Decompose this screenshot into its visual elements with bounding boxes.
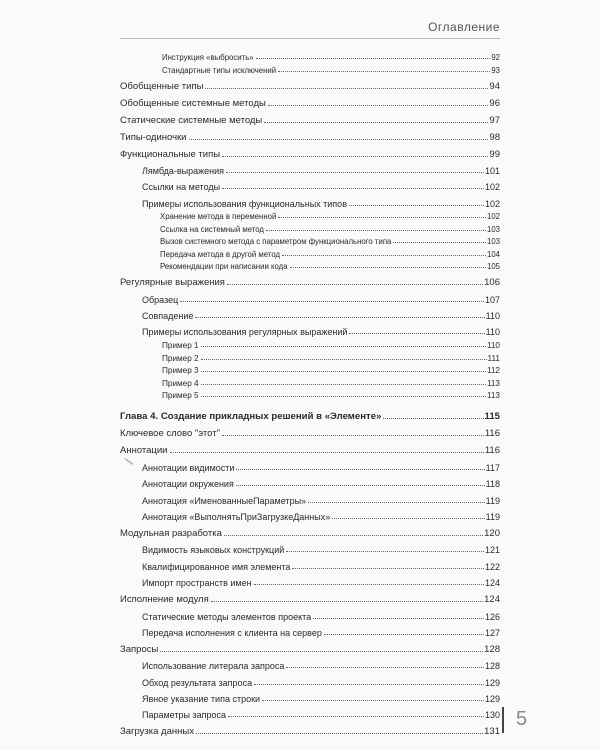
toc-entry bbox=[120, 555, 500, 571]
toc-entry bbox=[120, 363, 500, 376]
toc-entry-title: Статические системные методы bbox=[120, 114, 263, 126]
dot-leader bbox=[324, 634, 484, 635]
toc-entry-page: 129 bbox=[484, 694, 500, 705]
toc-entry-page: 103 bbox=[486, 224, 500, 234]
toc-entry-page: 124 bbox=[484, 594, 500, 606]
toc-entry bbox=[120, 572, 500, 588]
dot-leader bbox=[254, 584, 484, 585]
toc-entry-title: Пример 1 bbox=[162, 341, 199, 351]
toc-entry-title: Обход результата запроса bbox=[142, 677, 253, 688]
dot-leader bbox=[268, 105, 489, 106]
toc-entry-page: 122 bbox=[484, 561, 500, 572]
toc-entry-title: Статические методы элементов проекта bbox=[142, 611, 312, 622]
dot-leader bbox=[290, 267, 486, 268]
toc-entry-page: 111 bbox=[487, 353, 500, 363]
toc-entry bbox=[120, 321, 500, 337]
toc-entry-page: 130 bbox=[484, 710, 500, 721]
toc-entry-title: Глава 4. Создание прикладных решений в «Элементе» bbox=[120, 411, 382, 423]
toc-entry-page: 112 bbox=[486, 366, 500, 376]
dot-leader bbox=[254, 684, 484, 685]
toc-entry-page: 102 bbox=[484, 198, 500, 209]
toc-entry-title: Рекомендации при написании кода bbox=[160, 262, 288, 272]
toc-entry bbox=[120, 622, 500, 638]
toc-entry-title: Примеры использования функциональных типов bbox=[142, 198, 347, 209]
toc-entry-page: 115 bbox=[484, 411, 500, 423]
toc-entry-page: 101 bbox=[484, 165, 500, 176]
toc-entry-title: Вызов системного метода с параметром функционального типа bbox=[160, 237, 392, 247]
toc-entry-page: 113 bbox=[486, 378, 500, 388]
toc-entry-page: 113 bbox=[486, 391, 500, 401]
dot-leader bbox=[196, 733, 483, 734]
dot-leader bbox=[393, 242, 486, 243]
dot-leader bbox=[278, 217, 486, 218]
toc-entry-title: Хранение метода в переменной bbox=[160, 212, 277, 222]
toc-entry bbox=[120, 489, 500, 505]
toc-entry-page: 93 bbox=[491, 65, 500, 75]
toc-entry-title: Параметры запроса bbox=[142, 710, 226, 721]
toc-entry-title: Аннотации bbox=[120, 445, 168, 457]
toc-entry-page: 96 bbox=[489, 97, 500, 109]
toc-entry-page: 128 bbox=[484, 661, 500, 672]
toc-entry-page: 110 bbox=[485, 311, 500, 322]
toc-entry-title: Запросы bbox=[120, 643, 159, 655]
dot-leader bbox=[224, 535, 483, 536]
toc-entry-title: Обобщенные системные методы bbox=[120, 97, 266, 109]
toc-entry-page: 121 bbox=[484, 545, 500, 556]
toc-entry-title: Аннотация «ИменованныеПараметры» bbox=[142, 495, 307, 506]
dot-leader bbox=[256, 58, 491, 59]
toc-entry-page: 119 bbox=[485, 495, 500, 506]
toc-entry-page: 107 bbox=[484, 294, 500, 305]
toc-entry bbox=[120, 388, 500, 401]
dot-leader bbox=[205, 88, 488, 89]
toc-entry-page: 128 bbox=[484, 643, 500, 655]
toc-entry bbox=[120, 221, 500, 234]
toc-entry bbox=[120, 126, 500, 143]
toc-entry-title: Ссылки на методы bbox=[142, 182, 221, 193]
toc-entry-title: Использование литерала запроса bbox=[142, 661, 285, 672]
toc-entry bbox=[120, 350, 500, 363]
toc-entry bbox=[120, 209, 500, 222]
dot-leader bbox=[160, 651, 483, 652]
toc-entry-title: Пример 3 bbox=[162, 366, 199, 376]
footer-divider bbox=[502, 707, 504, 733]
toc-entry bbox=[120, 75, 500, 92]
header-title: Оглавление bbox=[428, 20, 500, 34]
toc-entry bbox=[120, 259, 500, 272]
dot-leader bbox=[201, 371, 486, 372]
toc-entry bbox=[120, 506, 500, 522]
page-number: 5 bbox=[516, 708, 528, 730]
toc-entry-title: Передача исполнения с клиента на сервер bbox=[142, 627, 322, 638]
toc-entry bbox=[120, 704, 500, 720]
dot-leader bbox=[286, 551, 484, 552]
toc-entry bbox=[120, 422, 500, 439]
toc-entry-page: 99 bbox=[489, 148, 500, 160]
toc-entry-title: Регулярные выражения bbox=[120, 277, 225, 289]
toc-entry-page: 106 bbox=[484, 277, 500, 289]
toc-entry bbox=[120, 337, 500, 350]
toc-entry bbox=[120, 539, 500, 555]
toc-entry-title: Исполнение модуля bbox=[120, 594, 209, 606]
toc-entry-page: 102 bbox=[484, 182, 500, 193]
toc-entry-title: Образец bbox=[142, 294, 179, 305]
dot-leader bbox=[226, 172, 484, 173]
dot-leader bbox=[349, 333, 484, 334]
toc-entry bbox=[120, 473, 500, 489]
toc-entry bbox=[120, 234, 500, 247]
toc-entry-title: Ссылка на системный метод bbox=[160, 224, 264, 234]
toc-entry-page: 120 bbox=[484, 527, 500, 539]
toc-entry-page: 127 bbox=[484, 627, 500, 638]
dot-leader bbox=[308, 502, 485, 503]
toc-entry-title: Пример 4 bbox=[162, 378, 199, 388]
toc-entry bbox=[120, 588, 500, 605]
toc-entry bbox=[120, 522, 500, 539]
toc-entry-page: 126 bbox=[484, 611, 500, 622]
toc-entry-page: 124 bbox=[484, 578, 500, 589]
toc-entry-page: 104 bbox=[486, 249, 500, 259]
toc-entry bbox=[120, 456, 500, 472]
toc-entry-page: 129 bbox=[484, 677, 500, 688]
toc-entry bbox=[120, 720, 500, 737]
toc-entry-title: Передача метода в другой метод bbox=[160, 249, 281, 259]
toc-entry-title: Аннотации видимости bbox=[142, 462, 235, 473]
toc-entry bbox=[120, 375, 500, 388]
toc-entry bbox=[120, 671, 500, 687]
toc-entry-title: Примеры использования регулярных выражений bbox=[142, 327, 348, 338]
toc-entry bbox=[120, 50, 500, 62]
dot-leader bbox=[383, 418, 483, 419]
running-header bbox=[120, 10, 500, 39]
toc-entry-title: Импорт пространств имен bbox=[142, 578, 252, 589]
toc-entry bbox=[120, 605, 500, 621]
toc-entry bbox=[120, 305, 500, 321]
dot-leader bbox=[264, 122, 488, 123]
toc-entry-title: Квалифицированное имя элемента bbox=[142, 561, 291, 572]
toc-entry-title: Пример 2 bbox=[162, 353, 199, 363]
toc-entry bbox=[120, 143, 500, 160]
dot-leader bbox=[222, 188, 484, 189]
toc-entry-page: 103 bbox=[486, 237, 500, 247]
toc-entry bbox=[120, 271, 500, 288]
toc-entry-title: Модульная разработка bbox=[120, 527, 222, 539]
toc-entry bbox=[120, 62, 500, 74]
toc-entry-page: 116 bbox=[484, 428, 500, 440]
dot-leader bbox=[201, 396, 486, 397]
toc-entry bbox=[120, 688, 500, 704]
toc-entry bbox=[120, 439, 500, 456]
toc-entry-page: 110 bbox=[486, 341, 500, 351]
toc-entry-title: Загрузка данных bbox=[120, 726, 194, 738]
dot-leader bbox=[236, 469, 484, 470]
toc-chapter-entry bbox=[120, 400, 500, 422]
toc-entry-title: Пример 5 bbox=[162, 391, 199, 401]
toc-entry-title: Видимость языковых конструкций bbox=[142, 545, 285, 556]
dot-leader bbox=[222, 435, 484, 436]
dot-leader bbox=[266, 230, 486, 231]
dot-leader bbox=[189, 139, 489, 140]
toc-entry-title: Стандартные типы исключений bbox=[162, 65, 277, 75]
toc-entry-page: 94 bbox=[489, 80, 500, 92]
toc-entry-page: 116 bbox=[484, 445, 500, 457]
dot-leader bbox=[201, 359, 487, 360]
dot-leader bbox=[262, 700, 484, 701]
dot-leader bbox=[211, 601, 483, 602]
dot-leader bbox=[170, 452, 484, 453]
toc-entry-title: Аннотация «ВыполнятьПриЗагрузкеДанных» bbox=[142, 511, 331, 522]
toc-entry-page: 119 bbox=[485, 511, 500, 522]
dot-leader bbox=[195, 317, 484, 318]
dot-leader bbox=[332, 518, 484, 519]
toc-entry bbox=[120, 246, 500, 259]
toc-entry bbox=[120, 160, 500, 176]
toc-entry-page: 92 bbox=[491, 53, 500, 63]
dot-leader bbox=[313, 618, 484, 619]
toc-entry bbox=[120, 288, 500, 304]
dot-leader bbox=[278, 71, 490, 72]
dot-leader bbox=[201, 346, 486, 347]
dot-leader bbox=[236, 485, 485, 486]
toc-entry bbox=[120, 109, 500, 126]
dot-leader bbox=[292, 568, 484, 569]
toc-entry-title: Инструкция «выбросить» bbox=[162, 53, 254, 63]
dot-leader bbox=[282, 255, 486, 256]
toc-entry bbox=[120, 192, 500, 208]
toc-entry bbox=[120, 655, 500, 671]
dot-leader bbox=[349, 205, 484, 206]
toc-entry-page: 131 bbox=[484, 726, 500, 738]
toc-entry bbox=[120, 638, 500, 655]
toc-entry-title: Типы-одиночки bbox=[120, 131, 187, 143]
toc-entry bbox=[120, 92, 500, 109]
toc-entry-page: 102 bbox=[486, 212, 500, 222]
toc-entry-title: Ключевое слово "этот" bbox=[120, 428, 220, 440]
dot-leader bbox=[227, 284, 483, 285]
dot-leader bbox=[228, 716, 484, 717]
toc-entry-page: 118 bbox=[485, 479, 500, 490]
dot-leader bbox=[201, 384, 486, 385]
toc-entry-page: 98 bbox=[489, 131, 500, 143]
toc-entry-title: Аннотации окружения bbox=[142, 479, 234, 490]
dot-leader bbox=[286, 667, 484, 668]
toc-entry-page: 117 bbox=[485, 462, 500, 473]
toc-entry-page: 110 bbox=[485, 327, 500, 338]
toc-entry-page: 97 bbox=[489, 114, 500, 126]
toc-entry-title: Совпадение bbox=[142, 311, 194, 322]
dot-leader bbox=[180, 301, 484, 302]
toc-entry-title: Явное указание типа строки bbox=[142, 694, 261, 705]
toc-entry-page: 105 bbox=[486, 262, 500, 272]
toc-entry-title: Лямбда-выражения bbox=[142, 165, 225, 176]
table-of-contents bbox=[120, 50, 500, 737]
toc-entry-title: Функциональные типы bbox=[120, 148, 221, 160]
toc-entry bbox=[120, 176, 500, 192]
dot-leader bbox=[222, 156, 488, 157]
toc-entry-title: Обобщенные типы bbox=[120, 80, 204, 92]
